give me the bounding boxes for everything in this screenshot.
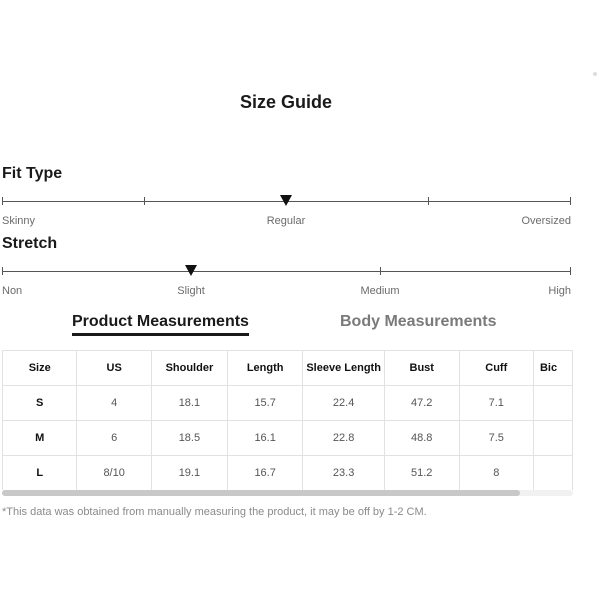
- tab-product-measurements[interactable]: Product Measurements: [72, 313, 249, 336]
- fit-type-tick: [144, 197, 145, 205]
- table-cell: 18.1: [151, 386, 227, 421]
- stretch-label-non: Non: [2, 285, 23, 297]
- table-cell: 4: [77, 386, 151, 421]
- fit-type-heading: Fit Type: [2, 165, 63, 182]
- fit-type-tick: [428, 197, 429, 205]
- column-header-size: Size: [3, 351, 77, 386]
- table-cell: 7.1: [459, 386, 533, 421]
- fit-type-label-regular: Regular: [266, 215, 306, 227]
- column-header-bust: Bust: [384, 351, 459, 386]
- table-cell: M: [3, 421, 77, 456]
- measurement-footnote: *This data was obtained from manually measuring the product, it may be off by 1-2 CM.: [2, 506, 427, 518]
- table-cell: 47.2: [384, 386, 459, 421]
- stretch-heading: Stretch: [2, 235, 58, 252]
- fit-type-label-skinny: Skinny: [2, 215, 36, 227]
- stretch-scale-line: [2, 271, 571, 272]
- stretch-marker-icon: [185, 265, 197, 276]
- table-row: [3, 421, 573, 456]
- table-row: [3, 386, 573, 421]
- table-cell: 16.7: [227, 456, 302, 491]
- fit-type-marker-icon: [280, 195, 292, 206]
- measurement-tabs: [0, 313, 600, 339]
- fit-type-tick: [570, 197, 571, 205]
- column-header-us: US: [77, 351, 151, 386]
- table-header-row: [3, 351, 573, 386]
- stretch-label-medium: Medium: [360, 285, 400, 297]
- table-row: [3, 456, 573, 491]
- measurements-table: [2, 350, 573, 490]
- column-header-length: Length: [227, 351, 302, 386]
- column-header-shoulder: Shoulder: [151, 351, 227, 386]
- column-header-cuff: Cuff: [459, 351, 533, 386]
- table-cell: 22.8: [303, 421, 385, 456]
- table-cell: 15.7: [227, 386, 302, 421]
- table-cell: 18.5: [151, 421, 227, 456]
- table-cell: 48.8: [384, 421, 459, 456]
- fit-type-label-oversized: Oversized: [521, 215, 571, 227]
- table-cell: 51.2: [384, 456, 459, 491]
- stretch-label-high: High: [548, 285, 571, 297]
- table-cell: [533, 386, 572, 421]
- scrollbar-thumb[interactable]: [2, 490, 520, 496]
- fit-type-tick: [2, 197, 3, 205]
- stretch-tick: [380, 267, 381, 275]
- page-title: Size Guide: [239, 92, 333, 112]
- stretch-tick: [570, 267, 571, 275]
- table-cell: [533, 456, 572, 491]
- corner-dot: [593, 72, 597, 76]
- table-cell: 23.3: [303, 456, 385, 491]
- table-cell: 19.1: [151, 456, 227, 491]
- stretch-scale: [2, 267, 571, 297]
- stretch-label-slight: Slight: [177, 285, 205, 297]
- measurements-table-container[interactable]: [2, 350, 573, 490]
- table-cell: 16.1: [227, 421, 302, 456]
- column-header-bicep: Bic: [533, 351, 572, 386]
- fit-type-scale: [2, 197, 571, 227]
- column-header-sleeve-length: Sleeve Length: [303, 351, 385, 386]
- table-cell: S: [3, 386, 77, 421]
- table-cell: [533, 421, 572, 456]
- table-cell: 8: [459, 456, 533, 491]
- tab-body-measurements[interactable]: Body Measurements: [340, 313, 497, 330]
- stretch-tick: [2, 267, 3, 275]
- table-cell: L: [3, 456, 77, 491]
- table-cell: 22.4: [303, 386, 385, 421]
- table-cell: 8/10: [77, 456, 151, 491]
- table-horizontal-scrollbar[interactable]: [2, 490, 573, 496]
- table-cell: 6: [77, 421, 151, 456]
- table-cell: 7.5: [459, 421, 533, 456]
